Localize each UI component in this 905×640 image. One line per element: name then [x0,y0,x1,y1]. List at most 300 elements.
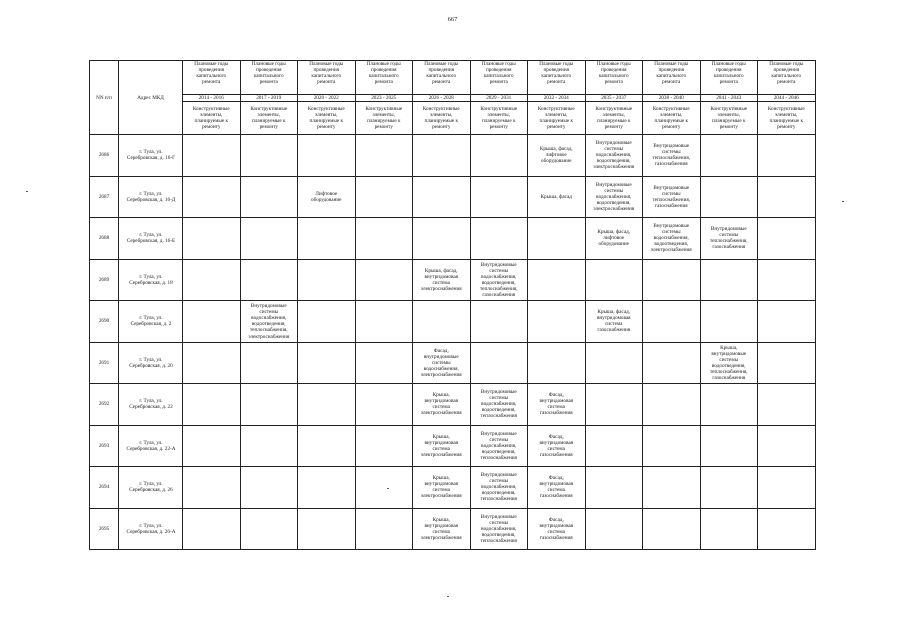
column-header-years: 2020 - 2022 [298,95,356,102]
cell-line: капитального [426,73,457,80]
repair-cell [413,384,471,426]
cell-line: теплоснабжения [480,413,517,420]
cell-line: оборудование [541,158,572,165]
cell-line: ремонта [547,79,566,86]
cell-line: газоснабжения [539,451,573,458]
column-header-elements [470,102,528,135]
scan-speck [26,191,28,192]
cell-line: Конструктивные [192,105,230,112]
cell-line: ремонта [604,79,623,86]
cell-line: теплоснабжения, [249,327,288,334]
cell-line: газоснабжения [482,292,516,299]
header-row-period [90,61,816,95]
cell-line: внутридомовая [424,481,459,488]
column-header-years: 2014 - 2016 [183,95,241,102]
repair-cell [528,342,586,384]
repair-cell [355,176,413,218]
table-row [90,508,816,550]
repair-cell [643,467,701,509]
cell-line: проведения [543,67,569,74]
cell-line: система [604,321,623,328]
cell-line: Конструктивные [537,105,575,112]
repair-cell [528,218,586,260]
cell-line: Фасад, [548,516,564,523]
cell-line: водоотведения, [481,279,516,286]
cell-line: ремонта [202,79,221,86]
cell-line: водоотведения, [654,241,689,248]
row-address [119,508,183,550]
repair-cell [585,218,643,260]
repair-cell [183,467,241,509]
cell-line: Конструктивные [710,105,748,112]
cell-line: планируемые к [194,118,228,125]
repair-cell [183,508,241,550]
cell-line: оборудование [311,196,342,203]
cell-line: элементы, [545,112,568,118]
repair-cell [355,384,413,426]
cell-line: ремонту [432,124,451,131]
cell-line: ремонту [719,124,738,131]
cell-line: теплоснабжения [480,537,517,544]
repair-cell [528,176,586,218]
repair-cell [183,425,241,467]
cell-line: водоотведения, [481,531,516,538]
cell-line: ремонта [259,79,278,86]
cell-line: Крыша, фасад, [424,267,458,274]
table-row [90,301,816,343]
cell-line: водоснабжения, [596,152,632,159]
cell-line: Конструктивные [480,105,518,112]
cell-line: элементы, [430,112,453,118]
repair-cell [240,176,298,218]
cell-line: Крыша, [432,516,450,523]
column-header-period [758,61,816,95]
cell-line: система [432,487,450,494]
cell-line: Серебровская, д. 16-Д [126,196,176,203]
column-header-elements [528,102,586,135]
repair-cell [470,259,528,301]
repair-cell [240,342,298,384]
row-number: 2692 [90,384,119,426]
repair-cell [355,301,413,343]
column-header-period [183,61,241,95]
column-header-years: 2029 - 2031 [470,95,528,102]
row-number: 2691 [90,342,119,384]
cell-line: Плановые годы [654,61,689,67]
cell-line: водоотведения, [711,362,746,369]
cell-line: газоснабжения [712,375,746,382]
cell-line: г. Тула, ул. [139,522,163,529]
column-header-period [240,61,298,95]
cell-line: Серебровская, д. 22-А [126,445,176,452]
cell-line: внутридомовая [539,522,574,529]
column-header-years: 2017 - 2019 [240,95,298,102]
cell-line: система [432,279,450,286]
column-header-number: NN п/п [90,61,119,135]
cell-line: Плановые годы [596,61,631,67]
repair-cell [585,176,643,218]
repair-cell [528,425,586,467]
column-header-period [298,61,356,95]
cell-line: система [547,487,565,494]
cell-line: Внутридомовые [653,184,690,191]
cell-line: Крыша, [432,475,450,482]
cell-line: Серебровская, д. 18 [129,279,173,286]
cell-line: системы [604,146,624,153]
cell-line: электроснабжения [420,285,462,292]
column-header-period [700,61,758,95]
repair-cell [700,467,758,509]
repair-cell [183,218,241,260]
cell-line: капитального [541,73,572,80]
cell-line: Серебровская, д. 26-А [126,528,176,535]
cell-line: г. Тула, ул. [139,439,163,446]
cell-line: водоснабжения, [596,193,632,200]
repair-cell [643,259,701,301]
cell-line: планируемые к [309,118,343,125]
column-header-elements [355,102,413,135]
cell-line: газоснабжения [539,534,573,541]
cell-line: Крыша, фасад [540,193,572,200]
cell-line: газоснабжения [654,161,688,168]
repair-cell [470,384,528,426]
cell-line: водоотведения, [596,199,631,206]
cell-line: система [432,404,450,411]
cell-line: электроснабжения [248,333,290,340]
row-address [119,384,183,426]
column-header-period [355,61,413,95]
row-address [119,176,183,218]
repair-cell [758,508,816,550]
repair-cell [240,425,298,467]
repair-cell [298,425,356,467]
repair-cell [700,301,758,343]
cell-line: проведения [716,67,742,74]
cell-line: Плановые годы [711,61,746,67]
cell-line: внутридомовая [424,522,459,529]
row-number: 2695 [90,508,119,550]
row-number: 2686 [90,135,119,177]
repair-cell [298,218,356,260]
repair-cell [355,508,413,550]
cell-line: планируемые к [424,118,458,125]
cell-line: элементы, [717,112,740,118]
repair-cell [758,176,816,218]
repair-cell [585,135,643,177]
repair-cell [643,218,701,260]
table-row [90,218,816,260]
repair-cell [700,135,758,177]
cell-line: электроснабжения [593,164,635,171]
cell-line: капитального [253,73,284,80]
cell-line: г. Тула, ул. [139,273,163,280]
cell-line: системы [489,478,509,485]
repair-cell [240,508,298,550]
repair-cell [183,301,241,343]
cell-line: Серебровская, д. 26 [129,487,173,494]
cell-line: ремонта [777,79,796,86]
cell-line: Крыша, [432,392,450,399]
cell-line: Лифтовое [315,190,338,197]
repair-cell [585,508,643,550]
cell-line: электроснабжения [650,247,692,254]
cell-line: газоснабжения [539,493,573,500]
cell-line: газоснабжения [654,202,688,209]
cell-line: планируемые к [252,118,286,125]
cell-line: элементы, [660,112,683,118]
repair-cell [355,425,413,467]
column-header-elements [758,102,816,135]
column-header-elements [240,102,298,135]
cell-line: планируемые к [367,118,401,125]
row-number: 2693 [90,425,119,467]
cell-line: теплоснабжения, [479,285,518,292]
cell-line: системы [719,232,739,239]
cell-line: Плановые годы [769,61,804,67]
cell-line: ремонта [374,79,393,86]
cell-line: система [547,404,565,411]
repair-cell [585,301,643,343]
cell-line: проведения [371,67,397,74]
cell-line: система [547,528,565,535]
cell-line: лифтовое [603,235,625,242]
repair-cell [183,176,241,218]
cell-line: теплоснабжения [480,496,517,503]
cell-line: водоотведения, [596,158,631,165]
cell-line: элементы, [487,112,510,118]
repair-cell [758,425,816,467]
cell-line: проведения [486,67,512,74]
repair-cell [298,342,356,384]
cell-line: элементы, [200,112,223,118]
repair-cell [585,467,643,509]
repair-cell [528,384,586,426]
cell-line: Крыша, [432,433,450,440]
repair-cell [585,342,643,384]
cell-line: Крыша, фасад, [597,229,631,236]
cell-line: Конструктивные [365,105,403,112]
cell-line: системы [431,359,451,366]
cell-line: г. Тула, ул. [139,190,163,197]
column-header-address: Адрес МКД [119,61,183,135]
repair-cell [413,218,471,260]
repair-cell [183,135,241,177]
cell-line: капитального [771,73,802,80]
cell-line: системы [489,267,509,274]
repair-cell [413,259,471,301]
repair-cell [298,384,356,426]
repair-cell [355,218,413,260]
repair-cell [355,467,413,509]
cell-line: проведения [198,67,224,74]
table-row [90,176,816,218]
repair-cell [585,384,643,426]
cell-line: проведения [256,67,282,74]
column-header-elements [643,102,701,135]
repair-cell [298,135,356,177]
cell-line: ремонту [777,124,796,131]
cell-line: Конструктивные [767,105,805,112]
cell-line: Внутридомовые [710,226,747,233]
cell-line: г. Тула, ул. [139,315,163,322]
cell-line: Конструктивные [250,105,288,112]
row-address [119,218,183,260]
cell-line: Серебровская, д. 22 [129,404,173,411]
cell-line: системы [259,309,279,316]
cell-line: Плановые годы [194,61,229,67]
cell-line: водоотведения, [481,448,516,455]
cell-line: Внутридомовые [250,303,287,310]
column-header-years: 2032 - 2034 [528,95,586,102]
repair-cell [643,301,701,343]
repair-cell [528,467,586,509]
cell-line: Внутридомовые [653,143,690,150]
column-header-elements [700,102,758,135]
cell-line: ремонту [374,124,393,131]
repair-cell [643,176,701,218]
cell-line: элементы, [602,112,625,118]
cell-line: Фасад, [548,475,564,482]
repair-cell [470,425,528,467]
cell-line: внутридомовые [423,353,459,360]
repair-cell [470,135,528,177]
cell-line: системы [661,149,681,156]
cell-line: ремонта [489,79,508,86]
repair-cell [643,508,701,550]
cell-line: г. Тула, ул. [139,356,163,363]
scan-speck [447,596,449,597]
cell-line: система [547,445,565,452]
table-row [90,425,816,467]
repair-cell [643,342,701,384]
cell-line: электроснабжения [593,205,635,212]
cell-line: системы [489,395,509,402]
cell-line: ремонту [489,124,508,131]
cell-line: капитального [368,73,399,80]
cell-line: проведения [313,67,339,74]
cell-line: капитального [483,73,514,80]
cell-line: Конструктивные [595,105,633,112]
cell-line: электроснабжения [420,410,462,417]
cell-line: Крыша, фасад, [539,146,573,153]
cell-line: Серебровская, д. 16-Е [126,238,176,245]
row-number: 2689 [90,259,119,301]
cell-line: теплоснабжения, [652,155,691,162]
cell-line: внутридомовая [539,398,574,405]
cell-line: внутридомовая [424,398,459,405]
cell-line: планируемые к [597,118,631,125]
table-row [90,259,816,301]
cell-line: капитального [598,73,629,80]
table-row [90,135,816,177]
page-number: 667 [447,16,458,23]
row-address [119,301,183,343]
column-header-period [643,61,701,95]
column-header-elements [585,102,643,135]
cell-line: г. Тула, ул. [139,232,163,239]
cell-line: теплоснабжения, [652,196,691,203]
repair-cell [240,301,298,343]
cell-line: ремонту [547,124,566,131]
repair-cell [413,342,471,384]
column-header-years: 2044 - 2046 [758,95,816,102]
repair-cell [298,301,356,343]
cell-line: ремонту [662,124,681,131]
repair-cell [240,259,298,301]
cell-line: ремонту [202,124,221,131]
row-address [119,467,183,509]
repair-cell [298,467,356,509]
cell-line: ремонта [317,79,336,86]
repair-cell [240,135,298,177]
repair-cell [585,259,643,301]
repair-cell [183,342,241,384]
repair-cell [298,508,356,550]
cell-line: внутридомовая [539,481,574,488]
repair-cell [758,259,816,301]
cell-line: водоснабжения, [481,442,517,449]
repair-cell [355,135,413,177]
cell-line: проведения [601,67,627,74]
cell-line: системы [489,436,509,443]
cell-line: Внутридомовые [480,389,517,396]
repair-cell [298,259,356,301]
column-header-years: 2023 - 2025 [355,95,413,102]
cell-line: газоснабжения [712,244,746,251]
column-header-years: 2038 - 2040 [643,95,701,102]
cell-line: г. Тула, ул. [139,149,163,156]
cell-line: Внутридомовые [595,140,632,147]
cell-line: системы [604,187,624,194]
row-number: 2694 [90,467,119,509]
repair-cell [413,301,471,343]
cell-line: внутридомовые [711,350,747,357]
cell-line: Внутридомовые [480,261,517,268]
cell-line: г. Тула, ул. [139,398,163,405]
table-row [90,342,816,384]
cell-line: электроснабжения [420,451,462,458]
cell-line: Внутридомовые [480,472,517,479]
cell-line: Конструктивные [307,105,345,112]
repair-cell [528,301,586,343]
cell-line: ремонта [662,79,681,86]
cell-line: внутридомовая [539,439,574,446]
repair-cell [758,467,816,509]
cell-line: планируемые к [712,118,746,125]
column-header-years: 2035 - 2037 [585,95,643,102]
cell-line: Конструктивные [422,105,460,112]
table-row [90,384,816,426]
cell-line: электроснабжения [420,534,462,541]
cell-line: Плановые годы [539,61,574,67]
cell-line: капитального [713,73,744,80]
repair-cell [758,135,816,177]
cell-line: электроснабжения [420,371,462,378]
cell-line: капитального [196,73,227,80]
cell-line: элементы, [257,112,280,118]
repair-cell [700,218,758,260]
cell-line: Плановые годы [424,61,459,67]
cell-line: лифтовое [545,152,567,159]
cell-line: системы [661,229,681,236]
cell-line: газоснабжения [597,327,631,334]
cell-line: Фасад, [433,347,449,354]
repair-cell [528,508,586,550]
cell-line: ремонту [259,124,278,131]
row-number: 2688 [90,218,119,260]
repair-cell [240,218,298,260]
cell-line: система [432,528,450,535]
